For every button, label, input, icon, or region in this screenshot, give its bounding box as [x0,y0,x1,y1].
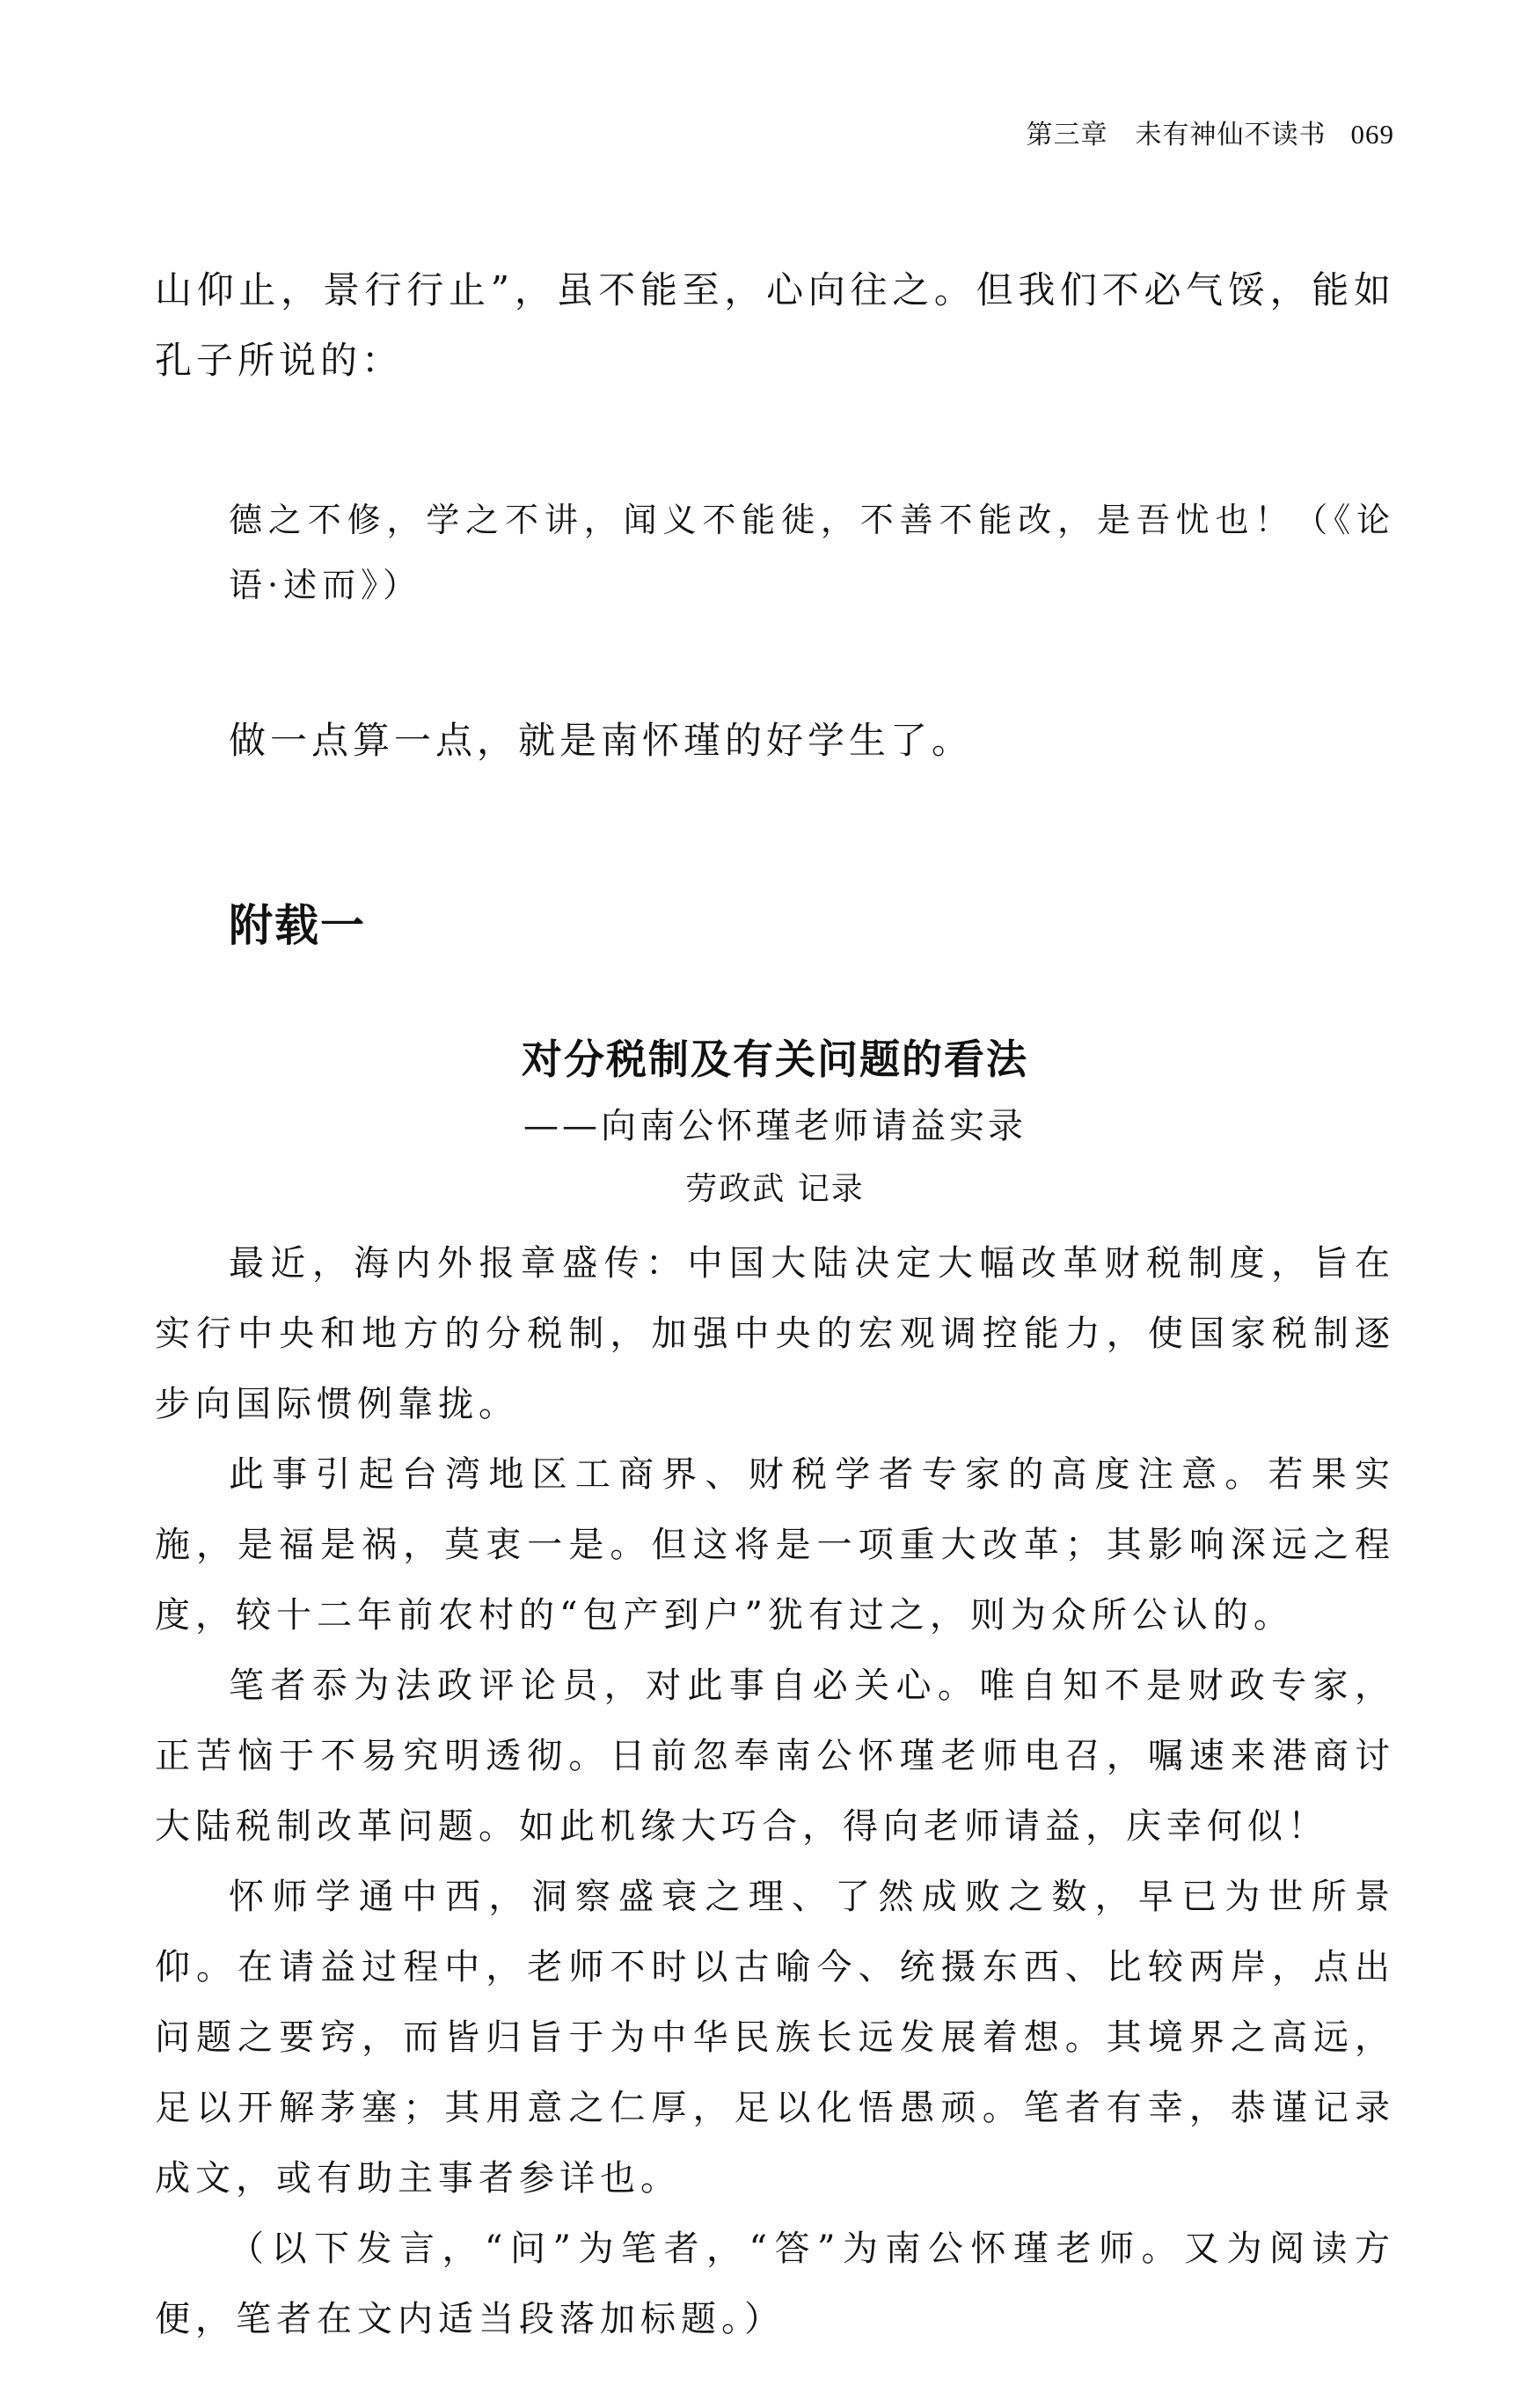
article-author: 劳政武 记录 [685,1171,865,1207]
continued-paragraph: 山仰止，景行行止”，虽不能至，心向往之。但我们不必气馁，能如孔子所说的： [155,268,1395,382]
article-subtitle: ——向南公怀瑾老师请益实录 [523,1106,1027,1146]
article-paragraph: 怀师学通中西，洞察盛衰之理、了然成败之数，早已为世所景仰。在请益过程中，老师不时以古喻今、统摄东西、比较两岸，点出问题之要窍，而皆归旨于为中华民族长远发展着想。其境界之高远，足以开解茅塞；其用意之仁厚，足以化悟愚顽。笔者有幸，恭谨记录成文，或有助主事者参详也。 [155,1877,1395,2199]
paragraph-after-quote: 做一点算一点，就是南怀瑾的好学生了。 [229,719,974,762]
appendix-heading: 附载一 [229,900,366,951]
block-quote: 德之不修，学之不讲，闻义不能徙，不善不能改，是吾忧也！（《论语·述而》） [229,501,1395,604]
running-header [1027,113,1395,151]
article-body [155,1228,1395,2354]
article-title: 对分税制及有关问题的看法 [522,1036,1028,1083]
page-content [155,255,1395,2354]
chapter-title: 第三章 未有神仙不读书 [1026,120,1327,150]
page-number: 069 [1350,119,1394,150]
article-paragraph: 笔者忝为法政评论员，对此事自必关心。唯自知不是财政专家，正苦恼于不易究明透彻。日前忽奉南公怀瑾老师电召，嘱速来港商讨大陆税制改革问题。如此机缘大巧合，得向老师请益，庆幸何似！ [155,1665,1395,1847]
article-paragraph: 最近，海内外报章盛传：中国大陆决定大幅改革财税制度，旨在实行中央和地方的分税制，加强中央的宏观调控能力，使国家税制逐步向国际惯例靠拢。 [155,1243,1395,1424]
article-paragraph: 此事引起台湾地区工商界、财税学者专家的高度注意。若果实施，是福是祸，莫衷一是。但这将是一项重大改革；其影响深远之程度，较十二年前农村的“包产到户”犹有过之，则为众所公认的。 [155,1454,1395,1636]
article-paragraph: （以下发言，“问”为笔者，“答”为南公怀瑾老师。又为阅读方便，笔者在文内适当段落加标题。） [155,2229,1395,2339]
